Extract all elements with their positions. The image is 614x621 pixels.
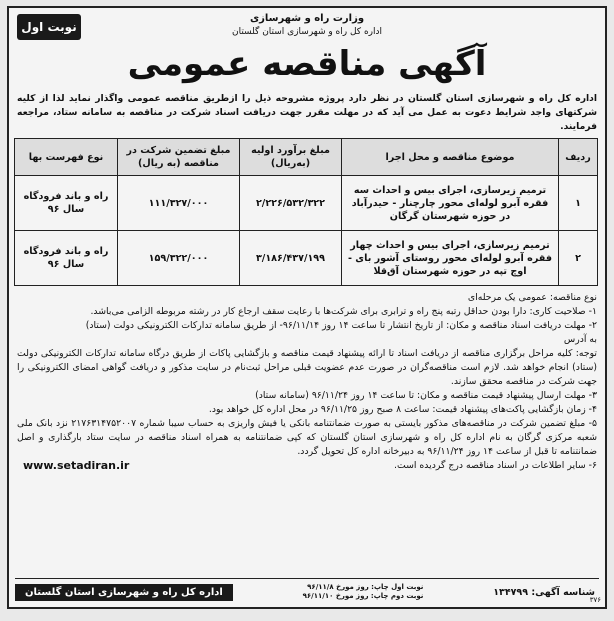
tender-table bbox=[14, 138, 598, 286]
ministry-name: وزارت راه و شهرسازی bbox=[249, 13, 365, 24]
col-price-list: نوع فهرست بها bbox=[15, 139, 118, 176]
cell-subject: ترمیم زیرسازی، اجرای بیس و احداث سه فقره آبرو لوله‌ای محور چارچنار - حیدرآباد در حوزه شهرستان گرگان bbox=[342, 176, 559, 231]
note-paragraph: توجه: کلیه مراحل برگزاری مناقصه از دریافت اسناد تا ارائه پیشنهاد قیمت مناقصه و بازگشایی پاکات از طریق درگاه سامانه تدارکات الکترونیکی دولت (ستاد) انجام خواهد شد. لازم است مناقصه‌گران در صورت عدم عضویت قبلی مراحل ثبت‌نام در سایت مذکور و دریافت گواهی امضای الکترونیکی را جهت شرکت در مناقصه محقق سازند. bbox=[17, 348, 597, 387]
cell-guarantee: ۱۵۹/۳۲۲/۰۰۰ bbox=[118, 231, 240, 286]
corner-number: ۳۷۶ bbox=[589, 596, 601, 604]
cell-subject: ترمیم زیرسازی، اجرای بیس و احداث چهار فقره آبرو لوله‌ای محور روستای آشور بای - اوچ تپه در حوزه شهرستان آق‌قلا bbox=[342, 231, 559, 286]
condition-item-2: ۲- مهلت دریافت اسناد مناقصه و مکان: از تاریخ انتشار تا ساعت ۱۴ روز ۹۶/۱۱/۱۴- از طریق سامانه تدارکات الکترونیکی دولت (ستاد) bbox=[85, 320, 597, 331]
condition-item-4: ۴- زمان بازگشایی پاکت‌های پیشنهاد قیمت: ساعت ۸ صبح روز ۹۶/۱۱/۲۵ در محل اداره کل خواهد بود. bbox=[208, 404, 597, 415]
cell-price-list: راه و باند فرودگاه سال ۹۶ bbox=[15, 176, 118, 231]
website-link[interactable]: www.setadiran.ir bbox=[23, 459, 130, 472]
first-print-date: نوبت اول چاپ: روز مورخ ۹۶/۱۱/۸ bbox=[307, 583, 424, 591]
condition-item-3: ۳- مهلت ارسال پیشنهاد قیمت مناقصه و مکان: تا ساعت ۱۴ روز ۹۶/۱۱/۲۴ (سامانه ستاد) bbox=[255, 390, 597, 401]
cell-row-no: ۱ bbox=[559, 176, 598, 231]
print-round-badge: نوبت اول bbox=[17, 14, 81, 40]
col-estimate: مبلغ برآورد اولیه (به‌ریال) bbox=[240, 139, 342, 176]
address-label: به آدرس bbox=[563, 334, 597, 345]
cell-estimate: ۳/۱۸۶/۴۳۷/۱۹۹ bbox=[240, 231, 342, 286]
condition-item-1: ۱- صلاحیت کاری: دارا بودن حداقل رتبه پنج راه و ترابری برای شرکت‌ها با رعایت سقف ارجاع کار در رشته مربوطه الزامی می‌باشد. bbox=[90, 306, 597, 317]
footer bbox=[15, 578, 599, 603]
notice-title: آگهی مناقصه عمومی bbox=[127, 44, 487, 84]
cell-guarantee: ۱۱۱/۳۲۷/۰۰۰ bbox=[118, 176, 240, 231]
col-row-no: ردیف bbox=[559, 139, 598, 176]
cell-row-no: ۲ bbox=[559, 231, 598, 286]
tender-type: نوع مناقصه: عمومی یک مرحله‌ای bbox=[467, 292, 597, 303]
table-row bbox=[15, 176, 598, 231]
footer-org-name: اداره کل راه و شهرسازی استان گلستان bbox=[15, 584, 233, 601]
ad-id: شناسه آگهی: ۱۳۴۷۹۹ bbox=[493, 586, 595, 598]
print-dates bbox=[303, 583, 424, 601]
second-print-date: نوبت دوم چاپ: روز مورخ ۹۶/۱۱/۱۰ bbox=[302, 592, 424, 600]
condition-item-5: ۵- مبلغ تضمین شرکت در مناقصه‌های مذکور بایستی به صورت ضمانتنامه بانکی یا فیش واریزی به حساب سیبا شماره ۲۱۷۶۳۱۴۷۵۲۰۰۷ نزد بانک ملی شعبه مرکزی گرگان به نام اداره کل راه و شهرسازی استان گلستان که کپی ضمانتنامه به همراه اسناد مناقصه در سایت ستاد بارگذاری و اصل ضمانتنامه تا قبل از ساعت ۱۴ روز ۹۶/۱۱/۲۴ به دبیرخانه اداره کل تحویل گردد. bbox=[17, 418, 597, 457]
condition-item-6: ۶- سایر اطلاعات در اسناد مناقصه درج گردیده است. bbox=[393, 460, 597, 471]
cell-estimate: ۲/۲۲۶/۵۳۲/۳۲۲ bbox=[240, 176, 342, 231]
department-name: اداره کل راه و شهرسازی استان گلستان bbox=[231, 27, 383, 37]
cell-price-list: راه و باند فرودگاه سال ۹۶ bbox=[15, 231, 118, 286]
intro-paragraph: اداره کل راه و شهرسازی استان گلستان در نظر دارد پروژه مشروحه ذیل را ازطریق مناقصه عمومی واگذار نماید لذا از کلیه شرکتهای واجد شرایط دعوت به عمل می آید که در مهلت مقرر جهت دریافت اسناد شرکت در مناقصه به سامانه ستاد، مراجعه فرمایند. bbox=[17, 93, 597, 132]
col-subject: موضوع مناقصه و محل اجرا bbox=[342, 139, 559, 176]
tender-notice bbox=[7, 6, 607, 609]
conditions-section bbox=[9, 291, 605, 473]
table-header-row bbox=[15, 139, 598, 176]
col-guarantee: مبلغ تضمین شرکت در مناقصه (به ریال) bbox=[118, 139, 240, 176]
table-row bbox=[15, 231, 598, 286]
